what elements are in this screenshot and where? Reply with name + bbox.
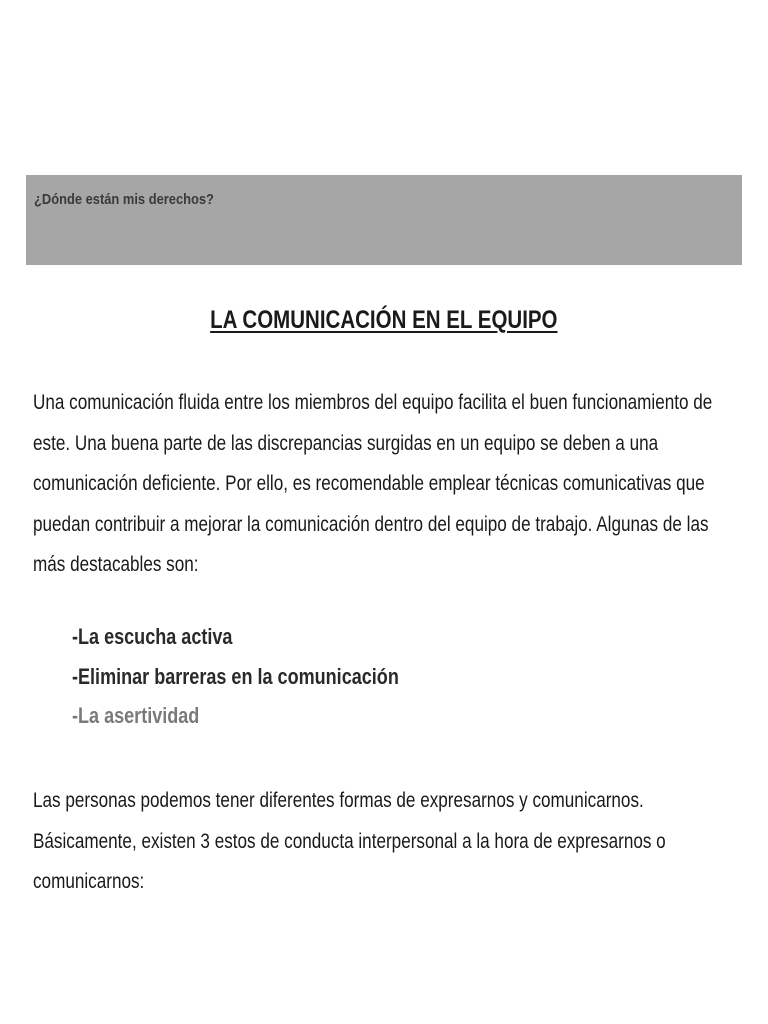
techniques-list	[72, 617, 471, 736]
intro-line: este. Una buena parte de las discrepancias surgidas en un equipo se deben a una	[33, 431, 659, 455]
intro-line: puedan contribuir a mejorar la comunicación dentro del equipo de trabajo. Algunas de las	[33, 512, 709, 536]
intro-paragraph	[33, 383, 768, 586]
intro-line: Una comunicación fluida entre los miembros del equipo facilita el buen funcionamiento de	[33, 391, 713, 414]
list-item: -Eliminar barreras en la comunicación	[72, 663, 399, 689]
list-item: -La escucha activa	[72, 624, 233, 649]
outro-line: Básicamente, existen 3 estos de conducta interpersonal a la hora de expresarnos o	[33, 829, 666, 853]
page-title	[0, 306, 768, 335]
banner-heading: ¿Dónde están mis derechos?	[34, 191, 214, 208]
outro-paragraph	[33, 781, 768, 903]
intro-line: más destacables son:	[33, 553, 199, 576]
outro-line: comunicarnos:	[33, 870, 145, 893]
outro-line: Las personas podemos tener diferentes formas de expresarnos y comunicarnos.	[33, 789, 644, 812]
header-banner	[26, 175, 742, 265]
intro-line: comunicación deficiente. Por ello, es recomendable emplear técnicas comunicativas que	[33, 472, 705, 495]
page-title-text: LA COMUNICACIÓN EN EL EQUIPO	[210, 306, 558, 334]
list-item: -La asertividad	[72, 703, 200, 728]
